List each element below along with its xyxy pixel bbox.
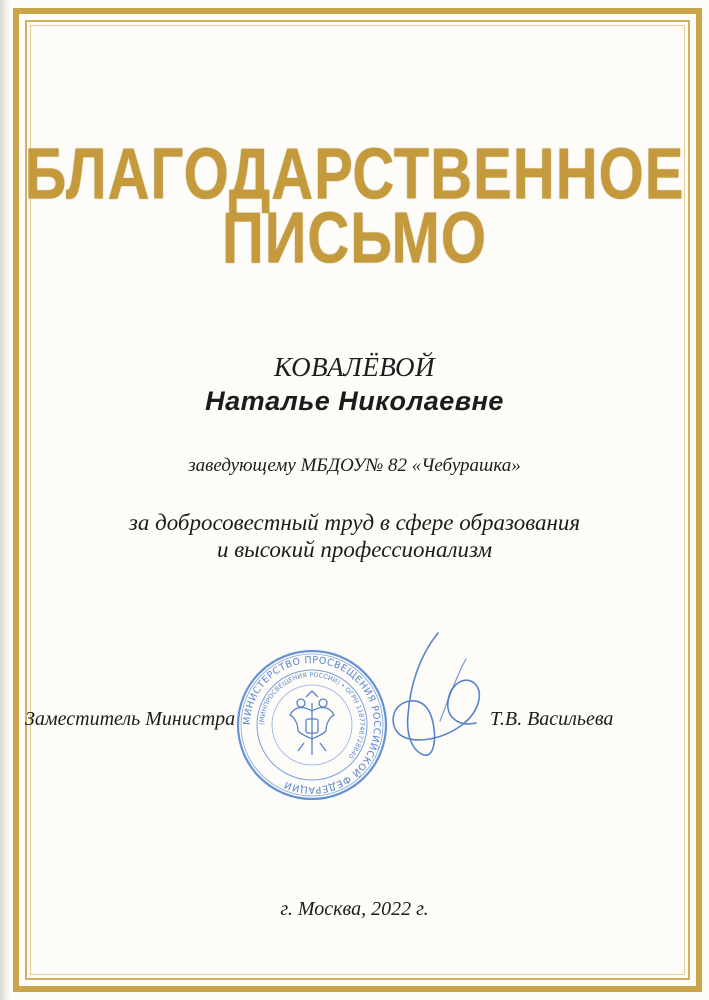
- title-line-1: БЛАГОДАРСТВЕННОЕ: [24, 133, 685, 215]
- reason-line-1: за добросовестный труд в сфере образования: [128, 510, 581, 535]
- place-and-date: г. Москва, 2022 г.: [280, 898, 429, 920]
- double-headed-eagle-emblem: [290, 691, 334, 755]
- recipient-surname: КОВАЛЁВОЙ: [273, 352, 436, 382]
- seal-outer-text: МИНИСТЕРСТВО ПРОСВЕЩЕНИЯ РОССИЙСКОЙ ФЕДЕРАЦИИ: [241, 654, 383, 796]
- recipient-position: заведующему МБДОУ№ 82 «Чебурашка»: [188, 455, 521, 476]
- seal-inner-text: (МИНПРОСВЕЩЕНИЯ РОССИИ) • ОГРН 1187746728840: [257, 670, 367, 761]
- handwritten-signature: [380, 625, 500, 765]
- recipient-name: Наталье Николаевне: [205, 386, 504, 416]
- reason-line-2: и высокий профессионализм: [216, 537, 493, 562]
- title-line-2: ПИСЬМО: [222, 197, 487, 279]
- signer-name: Т.В. Васильева: [490, 708, 614, 730]
- official-seal-stamp: [232, 645, 392, 805]
- signer-title: Заместитель Министра: [25, 708, 236, 730]
